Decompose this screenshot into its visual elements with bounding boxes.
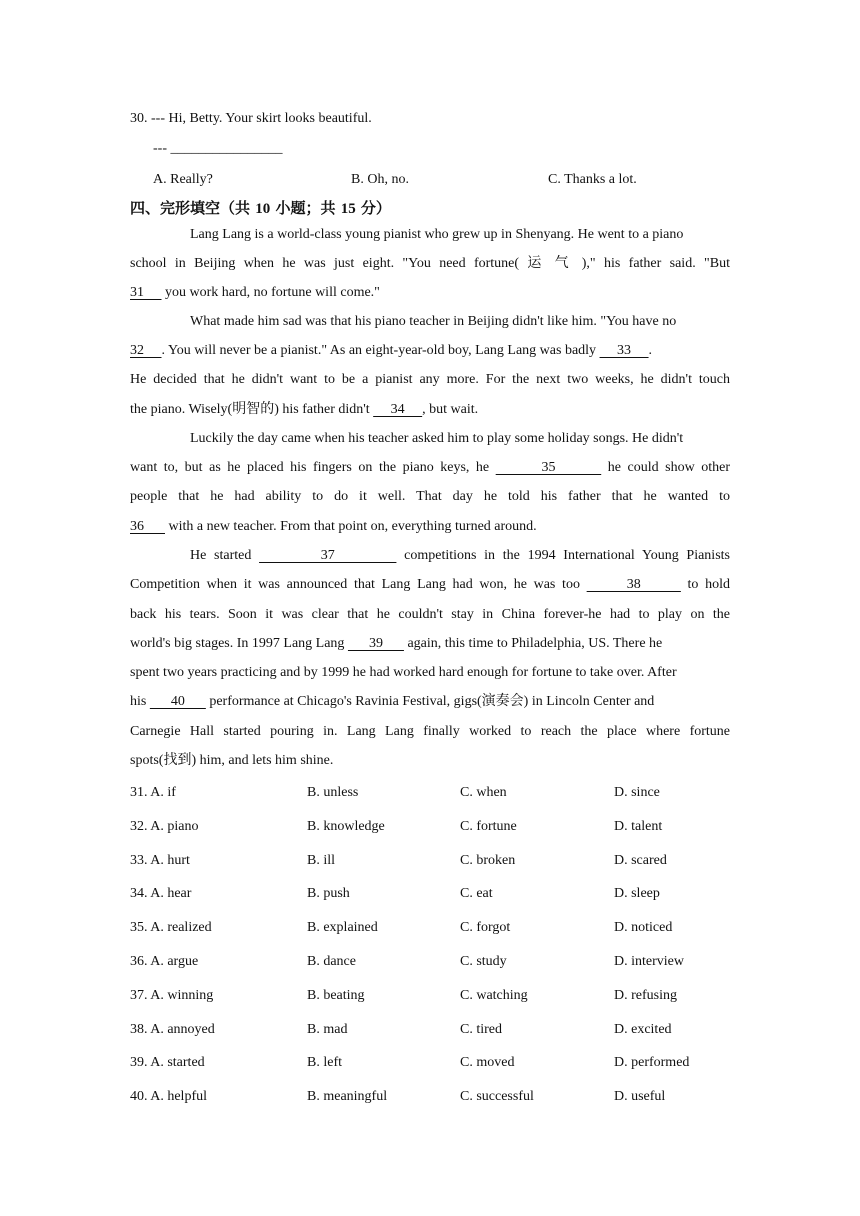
option-33-c: C. broken	[460, 852, 516, 868]
option-32-c: C. fortune	[460, 818, 517, 834]
question-row-39	[130, 1053, 730, 1073]
blank-35: 35	[495, 460, 602, 475]
passage-line-2: school in Beijing when he was just eight. "You need fortune( 运 气 )," his father said. "But	[130, 256, 730, 271]
option-34-c: C. eat	[460, 886, 493, 902]
option-31-a: 31. A. if	[130, 785, 176, 800]
option-34-d: D. sleep	[614, 886, 660, 902]
option-37-a: 37. A. winning	[130, 987, 214, 1003]
section-title-part: 小题；共	[270, 199, 341, 217]
option-35-b: B. explained	[307, 920, 378, 936]
blank-39: 39	[347, 636, 404, 651]
passage-line-19: spots(找到) him, and lets him shine.	[130, 753, 334, 768]
question-row-35	[130, 918, 730, 938]
question-row-40	[130, 1087, 730, 1107]
passage-line-4: What made him sad was that his piano teacher in Beijing didn't like him. "You have no	[190, 314, 677, 329]
option-40-a: 40. A. helpful	[130, 1089, 207, 1105]
option-35-c: C. forgot	[460, 920, 511, 936]
question-row-34	[130, 884, 730, 904]
blank-37: 37	[259, 548, 397, 563]
passage-text: his	[130, 694, 150, 709]
question-row-38	[130, 1020, 730, 1040]
passage-text: want to, but as he placed his fingers on the piano keys, he	[130, 460, 496, 475]
passage-text: again, this time to Philadelphia, US. There he	[403, 636, 663, 651]
passage-text: competitions in the 1994 International Young Pianists	[396, 548, 730, 563]
option-34-b: B. push	[307, 886, 350, 902]
option-33-d: D. scared	[614, 852, 667, 868]
q30-reply-blank: ________________	[170, 141, 283, 156]
section-title	[130, 198, 391, 219]
section-title-score: 15	[340, 201, 356, 217]
option-33-b: B. ill	[307, 852, 336, 868]
option-39-a: 39. A. started	[130, 1055, 205, 1071]
passage-text: he could show other	[601, 460, 730, 475]
q30-reply	[153, 139, 283, 159]
blank-38: 38	[586, 577, 681, 592]
question-row-33	[130, 851, 730, 871]
passage-text: , but wait.	[422, 402, 479, 417]
question-row-36	[130, 952, 730, 972]
blank-34: 34	[373, 402, 423, 417]
section-title-part: 分）	[355, 199, 391, 217]
option-31-d: D. since	[614, 785, 660, 800]
passage-line-7	[130, 400, 478, 420]
option-32-a: 32. A. piano	[130, 818, 199, 834]
option-37-d: D. refusing	[614, 987, 677, 1003]
q30-option-a: A. Really?	[153, 172, 213, 187]
option-37-c: C. watching	[460, 987, 528, 1003]
passage-line-11	[130, 517, 537, 537]
option-36-c: C. study	[460, 954, 507, 969]
passage-line-13	[130, 575, 730, 595]
option-32-d: D. talent	[614, 818, 663, 834]
q30-option-b: B. Oh, no.	[351, 172, 409, 187]
option-32-b: B. knowledge	[307, 818, 385, 834]
option-36-a: 36. A. argue	[130, 954, 199, 969]
option-37-b: B. beating	[307, 987, 365, 1003]
passage-line-3	[130, 283, 380, 303]
option-35-d: D. noticed	[614, 920, 673, 936]
blank-31: 31	[130, 285, 162, 300]
passage-line-5	[130, 341, 652, 361]
blank-40: 40	[149, 694, 206, 709]
passage-line-17	[130, 692, 654, 712]
option-38-b: B. mad	[307, 1021, 348, 1037]
option-36-b: B. dance	[307, 954, 356, 969]
blank-36: 36	[130, 519, 165, 534]
passage-text: you work hard, no fortune will come."	[161, 285, 380, 300]
passage-line-15	[130, 634, 662, 654]
section-title-count: 10	[255, 201, 271, 217]
blank-32: 32	[130, 343, 162, 358]
option-40-d: D. useful	[614, 1089, 666, 1105]
passage-line-14: back his tears. Soon it was clear that he couldn't stay in China forever-he had to play on the	[130, 607, 730, 622]
passage-text: .	[648, 343, 653, 358]
passage-text: world's big stages. In 1997 Lang Lang	[130, 636, 348, 651]
passage-line-6: He decided that he didn't want to be a pianist any more. For the next two weeks, he didn't touch	[130, 372, 730, 387]
passage-line-9	[130, 458, 730, 478]
option-31-b: B. unless	[307, 785, 359, 800]
option-36-d: D. interview	[614, 954, 684, 969]
question-row-37	[130, 986, 730, 1006]
option-40-c: C. successful	[460, 1089, 534, 1105]
option-39-b: B. left	[307, 1055, 342, 1071]
option-40-b: B. meaningful	[307, 1089, 388, 1105]
passage-text: Competition when it was announced that Lang Lang had won, he was too	[130, 577, 587, 592]
passage-line-8: Luckily the day came when his teacher asked him to play some holiday songs. He didn't	[190, 431, 684, 446]
option-35-a: 35. A. realized	[130, 920, 212, 936]
option-31-c: C. when	[460, 785, 507, 800]
option-33-a: 33. A. hurt	[130, 852, 190, 868]
passage-text: with a new teacher. From that point on, everything turned around.	[165, 519, 537, 534]
blank-33: 33	[599, 343, 649, 358]
passage-text: to hold	[680, 577, 731, 592]
question-row-32	[130, 817, 730, 837]
q30-reply-prefix: ---	[153, 141, 171, 156]
q30-option-c: C. Thanks a lot.	[548, 172, 637, 187]
option-34-a: 34. A. hear	[130, 886, 192, 902]
passage-line-12	[190, 546, 730, 566]
q30-stem: 30. --- Hi, Betty. Your skirt looks beautiful.	[130, 111, 372, 126]
option-38-d: D. excited	[614, 1021, 672, 1037]
option-39-c: C. moved	[460, 1055, 515, 1071]
passage-text: the piano. Wisely(明智的) his father didn't	[130, 402, 374, 417]
passage-line-16: spent two years practicing and by 1999 he had worked hard enough for fortune to take over. After	[130, 665, 677, 680]
passage-text: He started	[190, 548, 260, 563]
passage-text: performance at Chicago's Ravinia Festival, gigs(演奏会) in Lincoln Center and	[205, 694, 655, 709]
passage-line-10: people that he had ability to do it well. That day he told his father that he wanted to	[130, 489, 730, 504]
passage-line-18: Carnegie Hall started pouring in. Lang Lang finally worked to reach the place where fortune	[130, 724, 730, 739]
option-38-a: 38. A. annoyed	[130, 1021, 215, 1037]
option-39-d: D. performed	[614, 1055, 690, 1071]
option-38-c: C. tired	[460, 1021, 502, 1037]
passage-text: . You will never be a pianist." As an eight-year-old boy, Lang Lang was badly	[161, 343, 600, 358]
passage-line-1: Lang Lang is a world-class young pianist who grew up in Shenyang. He went to a piano	[190, 227, 684, 242]
section-title-part: 四、完形填空（共	[130, 199, 256, 217]
question-row-31	[130, 783, 730, 803]
